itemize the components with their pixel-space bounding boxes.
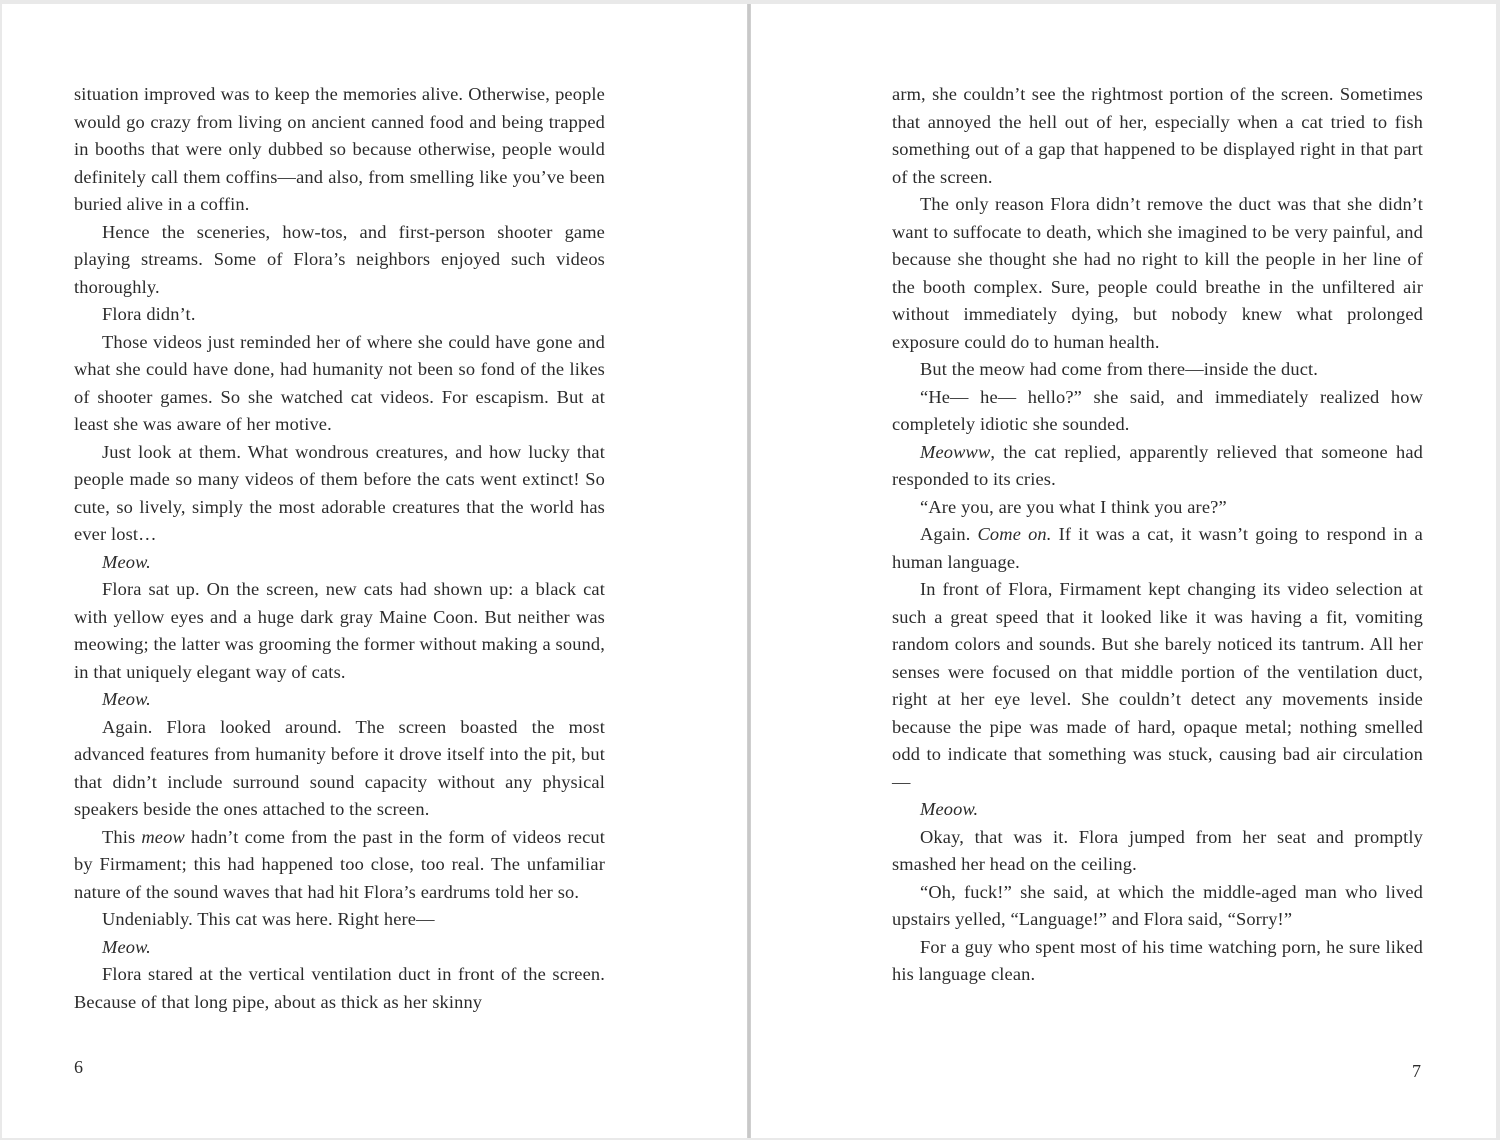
text-run: “Are you, are you what I think you are?” (920, 496, 1227, 517)
paragraph (74, 219, 605, 302)
text-run: In front of Flora, Firmament kept changing its video selection at such a great speed that it looked like it was having a fit, vomiting random colors and sounds. But she barely noticed its tantrum. All her senses were focused on that middle portion of the ventilation duct, right at her eye level. She couldn’t detect any movements inside because the pipe was made of hard, opaque metal; nothing smelled odd to indicate that something was stuck, causing bad air circulation— (892, 579, 1423, 792)
text-run: Flora sat up. On the screen, new cats had shown up: a black cat with yellow eyes and a huge dark gray Maine Coon. But neither was meowing; the latter was grooming the former without making a sound, in that uniquely elegant way of cats. (74, 579, 605, 682)
right-page-number: 7 (1412, 1061, 1421, 1081)
italic-text: Meow. (102, 551, 151, 572)
italic-text: Meow. (102, 689, 151, 709)
paragraph (892, 796, 1423, 824)
paragraph (892, 384, 1423, 439)
text-run: If it was a cat, it wasn’t going to respond in a human language. (892, 524, 1423, 572)
paragraph (892, 879, 1423, 934)
paragraph (74, 961, 605, 1016)
paragraph (74, 686, 605, 714)
italic-text: Meowww (920, 441, 991, 462)
text-run: “He— he— hello?” she said, and immediately realized how completely idiotic she sounded. (892, 386, 1423, 434)
paragraph (74, 549, 605, 577)
left-page-text (74, 81, 605, 1016)
paragraph (892, 494, 1423, 522)
italic-text: Come on. (977, 524, 1052, 544)
text-run: , the cat replied, apparently relieved that someone had responded to its cries. (892, 441, 1423, 489)
text-run: arm, she couldn’t see the rightmost portion of the screen. Sometimes that annoyed the hell out of her, especially when a cat tried to fish something out of a gap that happened to be displayed right in that part of the screen. (892, 84, 1423, 187)
text-run: Hence the sceneries, how-tos, and first-person shooter game playing streams. Some of Flora’s neighbors enjoyed such videos thoroughly. (74, 221, 605, 297)
italic-text: Meoow. (920, 799, 979, 819)
italic-text: Meow. (102, 936, 151, 957)
text-run: Those videos just reminded her of where she could have gone and what she could have done, had humanity not been so fond of the likes of shooter games. So she watched cat videos. For escapism. But at least she was aware of her motive. (74, 331, 605, 434)
paragraph (74, 576, 605, 686)
left-page-number: 6 (74, 1057, 83, 1077)
paragraph (892, 521, 1423, 576)
paragraph (74, 714, 605, 824)
paragraph (74, 906, 605, 934)
text-run: situation improved was to keep the memories alive. Otherwise, people would go crazy from living on ancient canned food and being trapped in booths that were only dubbed so because otherwise, people would definitely call them coffins—and also, from smelling like you’ve been buried alive in a coffin. (74, 84, 605, 214)
text-run: For a guy who spent most of his time watching porn, he sure liked his language clean. (892, 936, 1423, 984)
paragraph (74, 301, 605, 329)
paragraph (74, 439, 605, 549)
text-run: hadn’t come from the past in the form of videos recut by Firmament; this had happened too close, too real. The unfamiliar nature of the sound waves that had hit Flora’s eardrums told her so. (74, 826, 605, 902)
right-page (750, 4, 1496, 1138)
paragraph (74, 824, 605, 907)
paragraph (892, 356, 1423, 384)
text-run: Again. (920, 524, 978, 544)
text-run: Again. Flora looked around. The screen boasted the most advanced features from humanity before it drove itself into the pit, but that didn’t include surround sound capacity without any physical speakers beside the ones attached to the screen. (74, 716, 605, 819)
left-page (2, 4, 748, 1138)
text-run: Flora didn’t. (102, 304, 196, 324)
text-run: The only reason Flora didn’t remove the duct was that she didn’t want to suffocate to death, which she imagined to be very painful, and because she thought she had no right to kill the people in her line of the booth complex. Sure, people could breathe in the unfiltered air without immediately dying, but nobody knew what prolonged exposure could do to human health. (892, 194, 1423, 352)
text-run: But the meow had come from there—inside the duct. (920, 359, 1319, 379)
text-run: Undeniably. This cat was here. Right here— (102, 909, 435, 929)
paragraph (892, 824, 1423, 879)
paragraph (74, 934, 605, 962)
paragraph (892, 934, 1423, 989)
paragraph (892, 81, 1423, 191)
text-run: Flora stared at the vertical ventilation duct in front of the screen. Because of that long pipe, about as thick as her skinny (74, 964, 605, 1012)
text-run: This (102, 826, 142, 847)
italic-text: meow (141, 826, 185, 847)
paragraph (892, 439, 1423, 494)
text-run: Just look at them. What wondrous creatures, and how lucky that people made so many videos of them before the cats went extinct! So cute, so lively, simply the most adorable creatures that the world has ever lost… (74, 441, 605, 544)
text-run: “Oh, fuck!” she said, at which the middle-aged man who lived upstairs yelled, “Language!” and Flora said, “Sorry!” (892, 881, 1423, 929)
paragraph (892, 191, 1423, 356)
right-page-text (892, 81, 1423, 989)
paragraph (74, 81, 605, 219)
paragraph (74, 329, 605, 439)
text-run: Okay, that was it. Flora jumped from her seat and promptly smashed her head on the ceiling. (892, 826, 1423, 874)
paragraph (892, 576, 1423, 796)
